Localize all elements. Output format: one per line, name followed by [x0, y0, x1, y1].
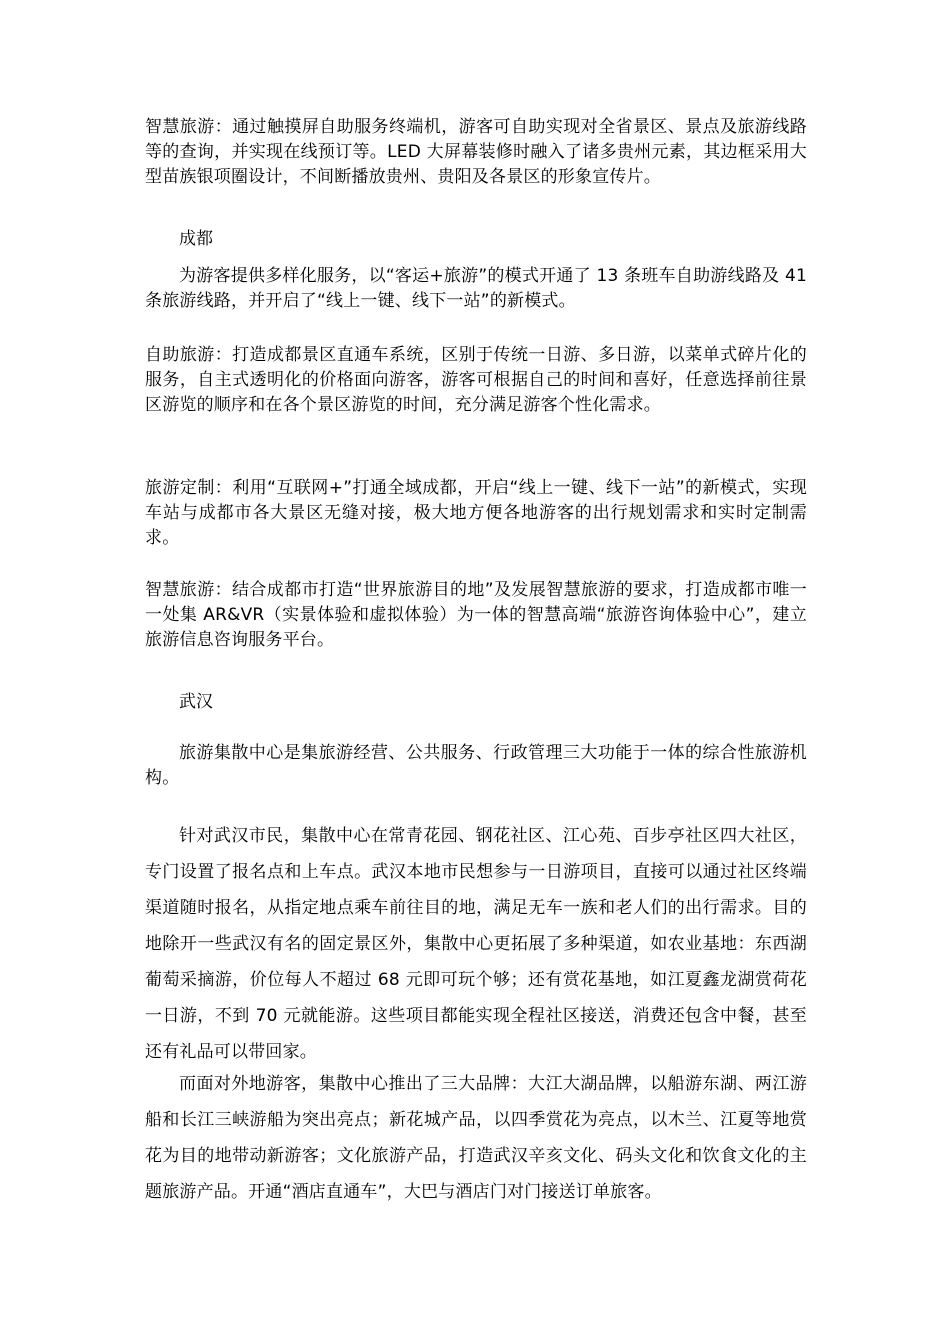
- heading-chengdu: 成都: [179, 229, 213, 249]
- paragraph-chengdu-services: 为游客提供多样化服务，以“客运+旅游”的模式开通了 13 条班车自助游线路及 41 条旅游线路，并开启了“线上一键、线下一站”的新模式。: [145, 266, 807, 311]
- paragraph-guizhou-smart-tourism: 智慧旅游：通过触摸屏自助服务终端机，游客可自助实现对全省景区、景点及旅游线路等的查询，并实现在线预订等。LED 大屏幕装修时融入了诸多贵州元素，其边框采用大型苗族银项圈设计，不间断播放贵州、贵阳及各景区的形象宣传片。: [145, 117, 807, 187]
- paragraph-wuhan-residents: 针对武汉市民，集散中心在常青花园、钢花社区、江心苑、百步亭社区四大社区，专门设置了报名点和上车点。武汉本地市民想参与一日游项目，直接可以通过社区终端渠道随时报名，从指定地点乘车前往目的地，满足无车一族和老人们的出行需求。目的地除开一些武汉有名的固定景区外，集散中心更拓展了多种渠道，如农业基地：东西湖葡萄采摘游，价位每人不超过 68 元即可玩个够；还有赏花基地，如江夏鑫龙湖赏荷花一日游，不到 70 元就能游。这些项目都能实现全程社区接送，消费还包含中餐，甚至还有礼品可以带回家。: [145, 826, 807, 1062]
- paragraph-wuhan-center: 旅游集散中心是集旅游经营、公共服务、行政管理三大功能于一体的综合性旅游机构。: [145, 743, 807, 788]
- paragraph-chengdu-self-guided: 自助旅游：打造成都景区直通车系统，区别于传统一日游、多日游，以菜单式碎片化的服务，自主式透明化的价格面向游客，游客可根据自己的时间和喜好，任意选择前往景区游览的顺序和在各个景区游览的时间，充分满足游客个性化需求。: [145, 345, 807, 415]
- paragraph-chengdu-customized: 旅游定制：利用“互联网+”打通全域成都，开启“线上一键、线下一站”的新模式，实现车站与成都市各大景区无缝对接，极大地方便各地游客的出行规划需求和实时定制需求。: [145, 478, 807, 548]
- paragraph-chengdu-smart-tourism: 智慧旅游：结合成都市打造“世界旅游目的地”及发展智慧旅游的要求，打造成都市唯一一处集 AR&VR（实景体验和虚拟体验）为一体的智慧高端“旅游咨询体验中心”，建立旅游信息咨询服务平台。: [145, 580, 807, 650]
- heading-wuhan: 武汉: [179, 692, 213, 712]
- paragraph-wuhan-visitors: 而面对外地游客，集散中心推出了三大品牌：大江大湖品牌，以船游东湖、两江游船和长江三峡游船为突出亮点；新花城产品，以四季赏花为亮点，以木兰、江夏等地赏花为目的地带动新游客；文化旅游产品，打造武汉辛亥文化、码头文化和饮食文化的主题旅游产品。开通“酒店直通车”，大巴与酒店门对门接送订单旅客。: [145, 1074, 807, 1202]
